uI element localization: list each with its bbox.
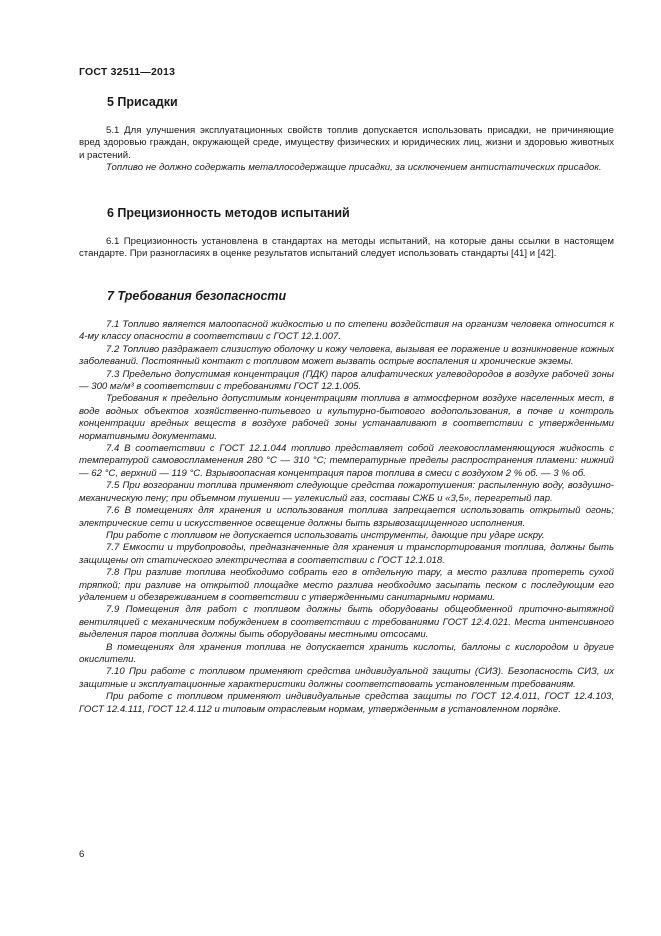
section-7-body (79, 319, 614, 716)
paragraph-7-6: 7.6 В помещениях для хранения и использования топлива запрещается использовать открытый огонь; электрические сети и искусственное освещение должны быть взрывозащищенного исполнения. (79, 505, 614, 529)
paragraph-5-note: Топливо не должно содержать металлосодержащие присадки, за исключением антистатических присадок. (106, 162, 602, 174)
section-6-title: 6 Прецизионность методов испытаний (107, 206, 350, 220)
section-6-body (79, 236, 614, 261)
page-number: 6 (79, 849, 85, 860)
paragraph-7-4: 7.4 В соответствии с ГОСТ 12.1.044 топливо представляет собой легковоспламеняющуюся жидкость с температурой самовоспламенения 280 °С — 310 °С; температурные пределы распространения пламени: нижний — 62 °С, верхний — 119 °С. Взрывоопасная концентрация паров топлива в смеси с воздухом 2 % об. — 3 % об. (79, 443, 614, 479)
paragraph-7-8: 7.8 При разливе топлива необходимо собрать его в отдельную тару, а место разлива протереть сухой тряпкой; при разливе на открытой площадке место разлива необходимо засыпать песком с последующим его удалением и обезвреживанием в соответствии с утвержденными санитарными нормами. (79, 567, 614, 603)
paragraph-6-1: 6.1 Прецизионность установлена в стандартах на методы испытаний, на которые даны ссылки в настоящем стандарте. При разногласиях в оценке результатов испытаний следует использовать стандарты [41] и [42]. (79, 236, 614, 260)
document-header: ГОСТ 32511—2013 (79, 66, 176, 78)
paragraph-7-1: 7.1 Топливо является малоопасной жидкостью и по степени воздействия на организм человека относится к 4-му классу опасности в соответствии с ГОСТ 12.1.007. (79, 319, 614, 343)
paragraph-7-10: 7.10 При работе с топливом применяют средства индивидуальной защиты (СИЗ). Безопасность СИЗ, их защитные и эксплуатационные характеристики должны соответствовать установленным требованиям. (79, 666, 614, 690)
paragraph-7-9: 7.9 Помещения для работ с топливом должны быть оборудованы общеобменной приточно-вытяжной вентиляцией с механическим побуждением в соответствии с требованиями ГОСТ 12.4.021. Места интенсивного выделения паров топлива должны быть оборудованы местными отсосами. (79, 604, 614, 641)
paragraph-7-5: 7.5 При возгорании топлива применяют следующие средства пожаротушения: распыленную воду, воздушно-механическую пену; при объемном тушении — углекислый газ, составы СЖБ и «3,5», перегретый пар. (79, 480, 614, 504)
section-5-body (79, 125, 614, 175)
paragraph-7-6-tools: При работе с топливом не допускается использовать инструменты, дающие при ударе искру. (106, 529, 545, 541)
paragraph-7-3: 7.3 Предельно допустимая концентрация (ПДК) паров алифатических углеводородов в воздухе рабочей зоны — 300 мг/м³ в соответствии с требованиями ГОСТ 12.1.005. (79, 368, 614, 393)
paragraph-7-7: 7.7 Емкости и трубопроводы, предназначенные для хранения и транспортирования топлива, должны быть защищены от статического электричества в соответствии с ГОСТ 12.1.018. (79, 542, 614, 566)
paragraph-7-10-ppe: При работе с топливом применяют индивидуальные средства защиты по ГОСТ 12.4.011, ГОСТ 12.4.103, ГОСТ 12.4.111, ГОСТ 12.4.112 и типовым отраслевым нормам, утвержденным в установленном порядке. (79, 691, 614, 715)
paragraph-7-2: 7.2 Топливо раздражает слизистую оболочку и кожу человека, вызывая ее поражение и возникновение кожных заболеваний. Постоянный контакт с топливом может вызвать острые воспаления и хронические экземы. (79, 343, 614, 368)
paragraph-7-9-storage: В помещениях для хранения топлива не допускается хранить кислоты, баллоны с кислородом и другие окислители. (79, 641, 614, 665)
paragraph-5-1: 5.1 Для улучшения эксплуатационных свойств топлив допускается использовать присадки, не причиняющие вред здоровью граждан, окружающей среде, имуществу физических и юридических лиц, жизни и здоровью животных и растений. (79, 125, 614, 161)
paragraph-7-3-requirements: Требования к предельно допустимым концентрациям топлива в атмосферном воздухе населенных мест, в воде водных объектов хозяйственно-питьевого и культурно-бытового водопользования, в почве и контроль концентрации вредных веществ в воздухе рабочей зоны устанавливают в соответствии с утвержденными нормативными документами. (79, 393, 614, 442)
section-5-title: 5 Присадки (107, 95, 178, 109)
section-7-title: 7 Требования безопасности (107, 289, 287, 303)
